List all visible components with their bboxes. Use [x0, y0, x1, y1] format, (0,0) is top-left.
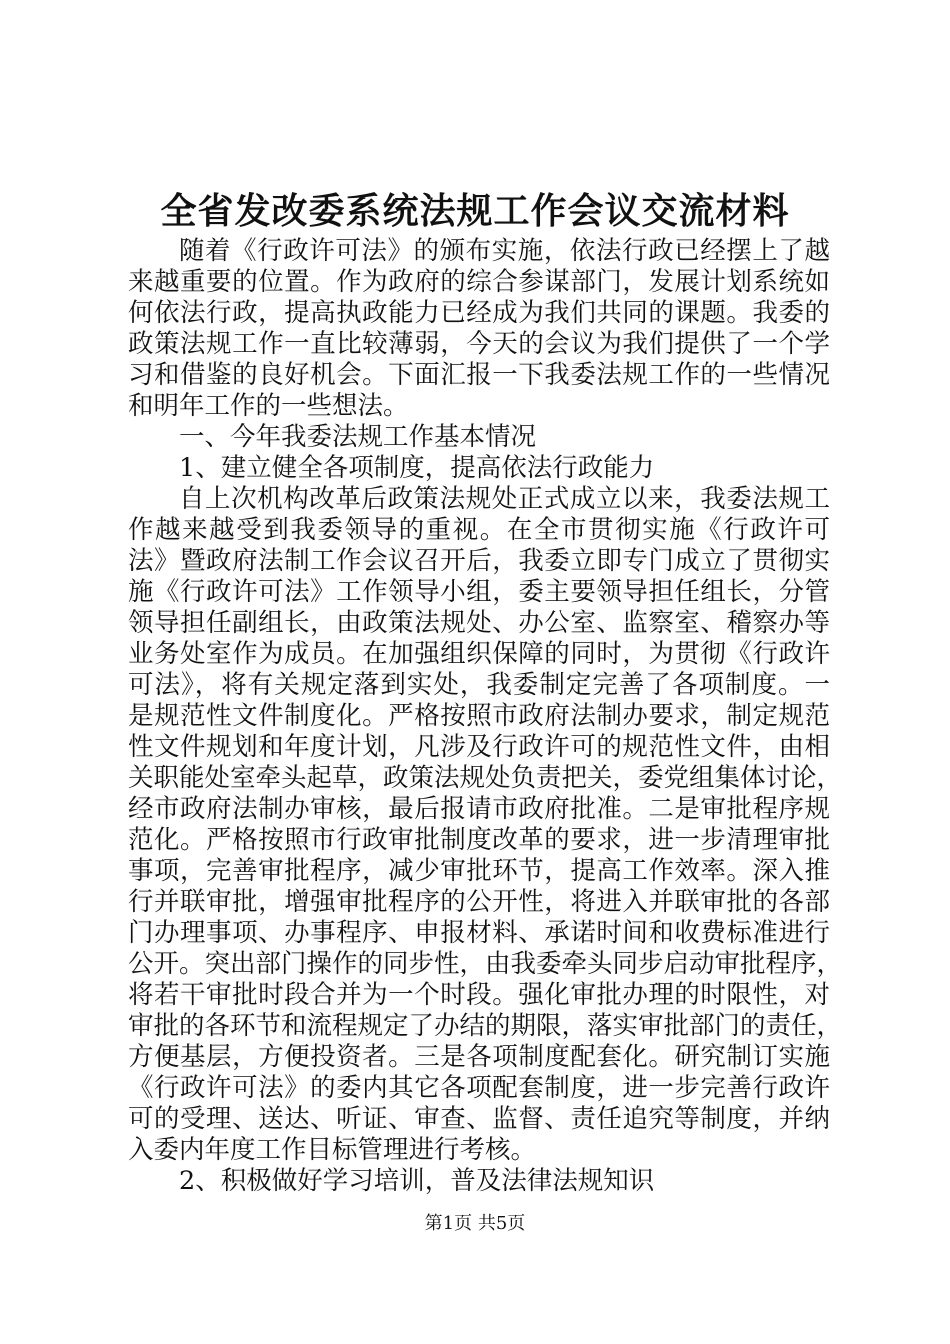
paragraph-line: 经市政府法制办审核，最后报请市政府批准。二是审批程序规: [128, 794, 830, 824]
paragraph-line: 审批的各环节和流程规定了办结的期限，落实审批部门的责任，: [128, 1011, 843, 1041]
paragraph-line: 和明年工作的一些想法。: [128, 391, 409, 421]
paragraph-line: 何依法行政，提高执政能力已经成为我们共同的课题。我委的: [128, 298, 830, 328]
paragraph-line: 公开。突出部门操作的同步性，由我委牵头同步启动审批程序，: [128, 949, 843, 979]
section-heading: 一、今年我委法规工作基本情况: [179, 422, 537, 452]
paragraph-line: 事项，完善审批程序，减少审批环节，提高工作效率。深入推: [128, 856, 830, 886]
paragraph-line: 范化。严格按照市行政审批制度改革的要求，进一步清理审批: [128, 825, 830, 855]
paragraph-line: 性文件规划和年度计划，凡涉及行政许可的规范性文件，由相: [128, 732, 830, 762]
paragraph-line: 作越来越受到我委领导的重视。在全市贯彻实施《行政许可: [128, 515, 830, 545]
paragraph-line: 将若干审批时段合并为一个时段。强化审批办理的时限性，对: [128, 980, 830, 1010]
paragraph-line: 《行政许可法》的委内其它各项配套制度，进一步完善行政许: [128, 1073, 830, 1103]
paragraph-line: 入委内年度工作目标管理进行考核。: [128, 1135, 537, 1165]
subsection-heading: 2、积极做好学习培训，普及法律法规知识: [179, 1166, 655, 1196]
paragraph-line: 是规范性文件制度化。严格按照市政府法制办要求，制定规范: [128, 701, 830, 731]
paragraph-line: 行并联审批，增强审批程序的公开性，将进入并联审批的各部: [128, 887, 830, 917]
paragraph-line: 自上次机构改革后政策法规处正式成立以来，我委法规工: [179, 484, 830, 514]
paragraph-line: 关职能处室牵头起草，政策法规处负责把关，委党组集体讨论，: [128, 763, 843, 793]
paragraph-line: 领导担任副组长，由政策法规处、办公室、监察室、稽察办等: [128, 608, 830, 638]
document-title: 全省发改委系统法规工作会议交流材料: [160, 190, 790, 232]
paragraph-line: 来越重要的位置。作为政府的综合参谋部门，发展计划系统如: [128, 267, 830, 297]
paragraph-line: 习和借鉴的良好机会。下面汇报一下我委法规工作的一些情况: [128, 360, 830, 390]
page-footer: 第1页 共5页: [424, 1213, 526, 1234]
paragraph-line: 施《行政许可法》工作领导小组，委主要领导担任组长，分管: [128, 577, 830, 607]
paragraph-line: 方便基层，方便投资者。三是各项制度配套化。研究制订实施: [128, 1042, 830, 1072]
paragraph-line: 随着《行政许可法》的颁布实施，依法行政已经摆上了越: [179, 236, 830, 266]
document-body: [128, 236, 843, 1197]
paragraph-line: 政策法规工作一直比较薄弱，今天的会议为我们提供了一个学: [128, 329, 830, 359]
paragraph-line: 门办理事项、办事程序、申报材料、承诺时间和收费标准进行: [128, 918, 830, 948]
subsection-heading: 1、建立健全各项制度，提高依法行政能力: [179, 453, 655, 483]
paragraph-line: 法》暨政府法制工作会议召开后，我委立即专门成立了贯彻实: [128, 546, 830, 576]
paragraph-line: 业务处室作为成员。在加强组织保障的同时，为贯彻《行政许: [128, 639, 830, 669]
paragraph-line: 可法》，将有关规定落到实处，我委制定完善了各项制度。一: [128, 670, 830, 700]
paragraph-line: 可的受理、送达、听证、审查、监督、责任追究等制度，并纳: [128, 1104, 830, 1134]
